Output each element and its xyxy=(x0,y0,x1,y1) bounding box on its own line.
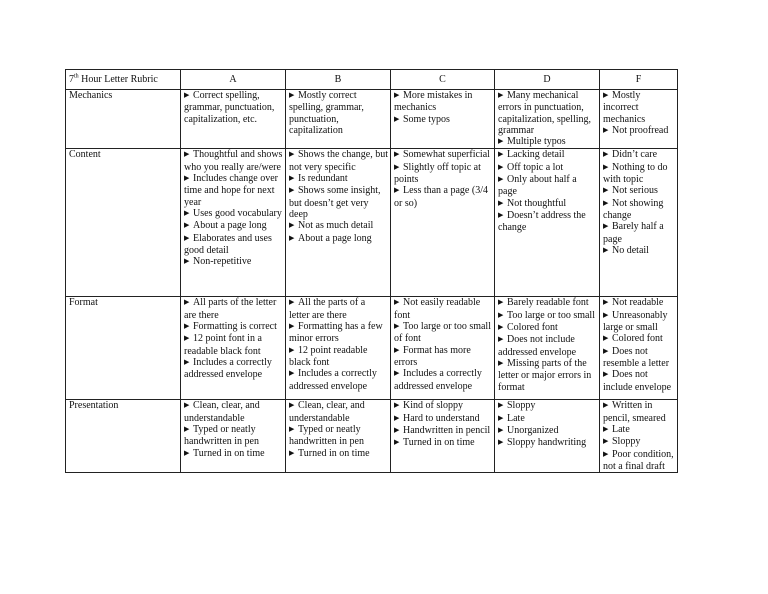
bullet-arrow-icon: ▶ xyxy=(289,345,295,354)
criteria-text: Late xyxy=(612,424,630,436)
criteria-text: Too large or too small xyxy=(507,309,595,321)
criteria-item xyxy=(498,210,597,234)
bullet-arrow-icon: ▶ xyxy=(498,298,504,307)
bullet-arrow-icon: ▶ xyxy=(394,162,400,171)
criteria-text: Mostly correct spelling, grammar, punctuation, capitalization xyxy=(289,90,364,136)
criteria-item xyxy=(498,136,597,148)
rubric-cell-b xyxy=(286,400,391,473)
criteria-item xyxy=(184,149,283,173)
criteria-text: Barely half a page xyxy=(603,221,664,245)
criteria-item xyxy=(394,368,492,392)
criteria-text: Turned in on time xyxy=(403,437,475,449)
bullet-arrow-icon: ▶ xyxy=(394,426,400,435)
bullet-arrow-icon: ▶ xyxy=(184,233,190,242)
bullet-arrow-icon: ▶ xyxy=(289,91,295,99)
criteria-item xyxy=(498,162,597,174)
criteria-text: Handwritten in pencil xyxy=(403,425,491,437)
criteria-text: Not proofread xyxy=(612,124,669,136)
criteria-item xyxy=(184,400,283,424)
criteria-item xyxy=(603,162,675,186)
criteria-item xyxy=(394,437,492,449)
bullet-arrow-icon: ▶ xyxy=(289,448,295,457)
bullet-arrow-icon: ▶ xyxy=(394,150,400,159)
criteria-list xyxy=(498,90,597,148)
criteria-text: Shows some insight, but doesn’t get very deep xyxy=(289,185,381,220)
rubric-cell-d xyxy=(495,90,600,149)
bullet-arrow-icon: ▶ xyxy=(498,413,504,422)
criteria-item xyxy=(498,437,597,449)
bullet-arrow-icon: ▶ xyxy=(184,425,190,434)
rubric-row-format xyxy=(66,297,678,400)
rubric-cell-a xyxy=(181,149,286,297)
bullet-arrow-icon: ▶ xyxy=(394,438,400,447)
criteria-text: Kind of sloppy xyxy=(403,400,463,412)
criteria-item xyxy=(394,185,492,209)
criteria-item xyxy=(394,162,492,186)
criteria-item xyxy=(498,413,597,425)
bullet-arrow-icon: ▶ xyxy=(603,245,609,254)
criteria-text: Slightly off topic at points xyxy=(394,161,481,186)
rubric-cell-c xyxy=(391,149,495,297)
criteria-item xyxy=(184,357,283,381)
criteria-item xyxy=(289,345,388,369)
criteria-item xyxy=(603,333,675,345)
rubric-cell-a xyxy=(181,297,286,400)
bullet-arrow-icon: ▶ xyxy=(184,221,190,230)
criteria-item xyxy=(289,90,388,136)
bullet-arrow-icon: ▶ xyxy=(394,345,400,354)
criteria-text: Turned in on time xyxy=(298,447,370,459)
criteria-text: Formatting has a few minor errors xyxy=(289,321,383,345)
criteria-list xyxy=(184,90,283,125)
criteria-item xyxy=(603,369,675,393)
bullet-arrow-icon: ▶ xyxy=(603,370,609,379)
criteria-item xyxy=(394,90,492,114)
bullet-arrow-icon: ▶ xyxy=(394,91,400,99)
bullet-arrow-icon: ▶ xyxy=(498,91,504,99)
criteria-item xyxy=(289,400,388,424)
criteria-text: Format has more errors xyxy=(394,344,471,368)
criteria-text: Barely readable font xyxy=(507,297,589,309)
bullet-arrow-icon: ▶ xyxy=(184,334,190,343)
rubric-cell-b xyxy=(286,297,391,400)
rubric-cell-b xyxy=(286,90,391,149)
criteria-item xyxy=(603,198,675,222)
criteria-list xyxy=(394,297,492,391)
criteria-item xyxy=(603,125,675,137)
criteria-text: Colored font xyxy=(612,333,663,345)
criteria-item xyxy=(184,448,283,460)
title-prefix: 7 xyxy=(69,73,74,85)
criteria-text: Multiple typos xyxy=(507,136,566,148)
bullet-arrow-icon: ▶ xyxy=(289,221,295,230)
bullet-arrow-icon: ▶ xyxy=(498,426,504,435)
criteria-text: About a page long xyxy=(193,220,267,232)
criteria-item xyxy=(603,245,675,257)
criteria-item xyxy=(603,424,675,436)
criteria-item xyxy=(498,400,597,412)
criteria-text: Lacking detail xyxy=(507,149,565,161)
criteria-text: Too large or too small of font xyxy=(394,321,491,345)
rubric-cell-d xyxy=(495,149,600,297)
criteria-item xyxy=(603,310,675,334)
criteria-item xyxy=(394,400,492,412)
criteria-list xyxy=(289,90,388,136)
bullet-arrow-icon: ▶ xyxy=(603,125,609,134)
bullet-arrow-icon: ▶ xyxy=(498,175,504,184)
bullet-arrow-icon: ▶ xyxy=(394,401,400,410)
criteria-text: Not readable xyxy=(612,297,664,309)
criteria-text: Many mechanical errors in punctuation, capitalization, spelling, grammar xyxy=(498,90,592,136)
bullet-arrow-icon: ▶ xyxy=(289,186,295,195)
bullet-arrow-icon: ▶ xyxy=(603,425,609,434)
criteria-text: Formatting is correct xyxy=(193,321,277,333)
criteria-text: Only about half a page xyxy=(498,174,577,198)
bullet-arrow-icon: ▶ xyxy=(498,150,504,159)
bullet-arrow-icon: ▶ xyxy=(394,298,400,307)
criteria-item xyxy=(603,297,675,309)
criteria-text: Elaborates and uses good detail xyxy=(184,232,272,256)
title-superscript: th xyxy=(74,73,79,80)
criteria-item xyxy=(394,114,492,126)
bullet-arrow-icon: ▶ xyxy=(498,198,504,207)
criteria-item xyxy=(184,233,283,257)
criteria-list xyxy=(603,149,675,257)
criteria-text: Includes a correctly addressed envelope xyxy=(289,368,377,392)
rubric-row-content xyxy=(66,149,678,297)
criteria-item xyxy=(394,345,492,369)
bullet-arrow-icon: ▶ xyxy=(184,257,190,266)
criteria-text: Some typos xyxy=(403,113,450,125)
rubric-cell-d xyxy=(495,400,600,473)
criteria-item xyxy=(289,368,388,392)
criteria-item xyxy=(498,297,597,309)
title-suffix: Hour Letter Rubric xyxy=(78,73,158,85)
bullet-arrow-icon: ▶ xyxy=(498,335,504,344)
criteria-text: Mostly incorrect mechanics xyxy=(603,90,646,125)
criteria-item xyxy=(498,310,597,322)
criteria-text: Is redundant xyxy=(298,173,348,185)
criteria-text: More mistakes in mechanics xyxy=(394,90,473,114)
rubric-cell-c xyxy=(391,90,495,149)
criteria-text: Does not resemble a letter xyxy=(603,345,670,369)
criteria-item xyxy=(289,173,388,185)
criteria-text: Not serious xyxy=(612,185,658,197)
bullet-arrow-icon: ▶ xyxy=(289,298,295,307)
criteria-item xyxy=(289,220,388,232)
criteria-text: Unorganized xyxy=(507,425,559,437)
criteria-list xyxy=(289,149,388,244)
criteria-item xyxy=(289,185,388,220)
criteria-item xyxy=(498,425,597,437)
criteria-item xyxy=(289,233,388,245)
criteria-item xyxy=(184,321,283,333)
rubric-cell-c xyxy=(391,400,495,473)
rubric-row-mechanics xyxy=(66,90,678,149)
criteria-list xyxy=(289,297,388,391)
bullet-arrow-icon: ▶ xyxy=(498,358,504,367)
criteria-text: Includes a correctly addressed envelope xyxy=(184,356,272,381)
criteria-text: Typed or neatly handwritten in pen xyxy=(289,424,364,448)
criteria-text: All the parts of a letter are there xyxy=(289,297,366,321)
criterion-label: Presentation xyxy=(66,400,181,473)
criteria-text: Sloppy handwriting xyxy=(507,437,587,449)
grade-header-a: A xyxy=(181,70,286,90)
criteria-item xyxy=(603,185,675,197)
criteria-item xyxy=(498,322,597,334)
criteria-item xyxy=(603,400,675,424)
criteria-text: 12 point readable black font xyxy=(289,344,368,368)
criteria-list xyxy=(603,297,675,392)
bullet-arrow-icon: ▶ xyxy=(289,174,295,183)
criteria-item xyxy=(394,297,492,321)
bullet-arrow-icon: ▶ xyxy=(394,413,400,422)
criteria-item xyxy=(394,425,492,437)
criteria-text: Hard to understand xyxy=(403,412,480,424)
criteria-list xyxy=(498,297,597,392)
criteria-item xyxy=(603,436,675,448)
bullet-arrow-icon: ▶ xyxy=(394,114,400,123)
bullet-arrow-icon: ▶ xyxy=(603,437,609,446)
criteria-item xyxy=(289,448,388,460)
bullet-arrow-icon: ▶ xyxy=(184,150,190,159)
rubric-row-presentation xyxy=(66,400,678,473)
rubric-cell-f xyxy=(600,90,678,149)
bullet-arrow-icon: ▶ xyxy=(603,310,609,319)
criteria-text: Clean, clear, and understandable xyxy=(289,400,365,424)
criteria-item xyxy=(603,221,675,245)
criteria-text: Uses good vocabulary xyxy=(193,207,282,219)
criteria-item xyxy=(498,174,597,198)
criteria-text: Not thoughtful xyxy=(507,197,567,209)
criteria-list xyxy=(603,400,675,472)
bullet-arrow-icon: ▶ xyxy=(289,322,295,331)
bullet-arrow-icon: ▶ xyxy=(603,198,609,207)
bullet-arrow-icon: ▶ xyxy=(289,233,295,242)
criteria-text: Includes change over time and hope for next year xyxy=(184,173,278,208)
rubric-cell-f xyxy=(600,149,678,297)
criteria-item xyxy=(394,413,492,425)
rubric-cell-f xyxy=(600,400,678,473)
criteria-text: Less than a page (3/4 or so) xyxy=(394,185,488,209)
criteria-list xyxy=(498,149,597,233)
criteria-text: Includes a correctly addressed envelope xyxy=(394,368,482,392)
criteria-item xyxy=(184,220,283,232)
grade-header-c: C xyxy=(391,70,495,90)
criteria-item xyxy=(498,198,597,210)
bullet-arrow-icon: ▶ xyxy=(603,298,609,307)
criteria-text: Does not include envelope xyxy=(603,369,672,393)
rubric-title xyxy=(66,70,181,90)
criteria-list xyxy=(184,400,283,459)
criteria-text: Typed or neatly handwritten in pen xyxy=(184,424,259,448)
criteria-item xyxy=(289,321,388,345)
bullet-arrow-icon: ▶ xyxy=(184,357,190,366)
rubric-cell-c xyxy=(391,297,495,400)
bullet-arrow-icon: ▶ xyxy=(603,186,609,195)
criterion-label: Mechanics xyxy=(66,90,181,149)
criteria-text: Not easily readable font xyxy=(394,297,481,321)
bullet-arrow-icon: ▶ xyxy=(603,449,609,458)
bullet-arrow-icon: ▶ xyxy=(498,310,504,319)
rubric-cell-b xyxy=(286,149,391,297)
criteria-text: Somewhat superficial xyxy=(403,149,490,161)
criteria-list xyxy=(394,90,492,126)
bullet-arrow-icon: ▶ xyxy=(498,137,504,146)
criteria-text: Does not include addressed envelope xyxy=(498,334,577,358)
criteria-item xyxy=(603,90,675,125)
criteria-item xyxy=(289,149,388,173)
rubric-cell-f xyxy=(600,297,678,400)
criteria-list xyxy=(603,90,675,137)
bullet-arrow-icon: ▶ xyxy=(184,322,190,331)
criteria-text: About a page long xyxy=(298,232,372,244)
criteria-text: Correct spelling, grammar, punctuation, capitalization, etc. xyxy=(184,90,275,125)
criteria-text: Clean, clear, and understandable xyxy=(184,400,260,424)
criteria-item xyxy=(289,424,388,448)
bullet-arrow-icon: ▶ xyxy=(394,369,400,378)
bullet-arrow-icon: ▶ xyxy=(184,174,190,183)
bullet-arrow-icon: ▶ xyxy=(184,91,190,99)
criteria-item xyxy=(394,321,492,345)
grade-header-b: B xyxy=(286,70,391,90)
criteria-list xyxy=(394,400,492,449)
criteria-text: Shows the change, but not very specific xyxy=(289,149,388,173)
grade-header-f: F xyxy=(600,70,678,90)
criteria-text: All parts of the letter are there xyxy=(184,297,277,321)
bullet-arrow-icon: ▶ xyxy=(289,425,295,434)
criteria-item xyxy=(498,149,597,161)
bullet-arrow-icon: ▶ xyxy=(603,401,609,410)
criteria-text: Not as much detail xyxy=(298,220,374,232)
criteria-text: Missing parts of the letter or major errors in format xyxy=(498,357,592,393)
header-row xyxy=(66,70,678,90)
bullet-arrow-icon: ▶ xyxy=(603,91,609,99)
bullet-arrow-icon: ▶ xyxy=(184,208,190,217)
bullet-arrow-icon: ▶ xyxy=(394,186,400,195)
criterion-label: Content xyxy=(66,149,181,297)
bullet-arrow-icon: ▶ xyxy=(603,150,609,159)
criteria-item xyxy=(603,149,675,161)
criteria-item xyxy=(603,346,675,370)
bullet-arrow-icon: ▶ xyxy=(498,162,504,171)
criteria-text: Poor condition, not a final draft xyxy=(603,448,674,472)
criteria-list xyxy=(184,297,283,380)
criteria-text: Written in pencil, smeared xyxy=(603,400,666,424)
criteria-list xyxy=(184,149,283,268)
criteria-item xyxy=(184,333,283,357)
bullet-arrow-icon: ▶ xyxy=(289,150,295,159)
criteria-list xyxy=(289,400,388,459)
criteria-text: Nothing to do with topic xyxy=(603,161,668,186)
bullet-arrow-icon: ▶ xyxy=(184,298,190,307)
bullet-arrow-icon: ▶ xyxy=(184,401,190,410)
criteria-text: Colored font xyxy=(507,322,558,334)
criteria-item xyxy=(394,149,492,161)
criterion-label: Format xyxy=(66,297,181,400)
criteria-item xyxy=(184,256,283,268)
bullet-arrow-icon: ▶ xyxy=(603,162,609,171)
rubric-cell-a xyxy=(181,400,286,473)
criteria-text: 12 point font in a readable black font xyxy=(184,333,262,357)
bullet-arrow-icon: ▶ xyxy=(603,334,609,343)
criteria-item xyxy=(184,173,283,208)
criteria-item xyxy=(184,424,283,448)
criteria-item xyxy=(184,297,283,321)
criteria-text: No detail xyxy=(612,244,649,256)
rubric-cell-a xyxy=(181,90,286,149)
criteria-item xyxy=(184,208,283,220)
criteria-text: Unreasonably large or small xyxy=(603,309,668,334)
criteria-text: Doesn’t address the change xyxy=(498,209,586,234)
criteria-text: Non-repetitive xyxy=(193,256,252,268)
bullet-arrow-icon: ▶ xyxy=(289,401,295,410)
criteria-text: Off topic a lot xyxy=(507,161,564,173)
bullet-arrow-icon: ▶ xyxy=(498,438,504,447)
grade-header-d: D xyxy=(495,70,600,90)
bullet-arrow-icon: ▶ xyxy=(498,323,504,332)
criteria-item xyxy=(498,334,597,358)
criteria-item xyxy=(289,297,388,321)
criteria-list xyxy=(498,400,597,449)
bullet-arrow-icon: ▶ xyxy=(289,369,295,378)
criteria-text: Sloppy xyxy=(507,400,536,412)
bullet-arrow-icon: ▶ xyxy=(603,346,609,355)
rubric-cell-d xyxy=(495,297,600,400)
bullet-arrow-icon: ▶ xyxy=(184,448,190,457)
criteria-text: Thoughtful and shows who you really are/were xyxy=(184,149,283,173)
criteria-text: Turned in on time xyxy=(193,447,265,459)
criteria-item xyxy=(498,90,597,136)
criteria-list xyxy=(394,149,492,208)
bullet-arrow-icon: ▶ xyxy=(498,401,504,410)
criteria-item xyxy=(184,90,283,125)
criteria-text: Not showing change xyxy=(603,197,664,221)
criteria-item xyxy=(603,449,675,473)
bullet-arrow-icon: ▶ xyxy=(394,322,400,331)
criteria-item xyxy=(498,358,597,393)
criteria-text: Didn’t care xyxy=(612,149,658,161)
criteria-text: Sloppy xyxy=(612,436,641,448)
rubric-table xyxy=(65,69,678,473)
bullet-arrow-icon: ▶ xyxy=(603,222,609,231)
criteria-text: Late xyxy=(507,412,525,424)
bullet-arrow-icon: ▶ xyxy=(498,210,504,219)
